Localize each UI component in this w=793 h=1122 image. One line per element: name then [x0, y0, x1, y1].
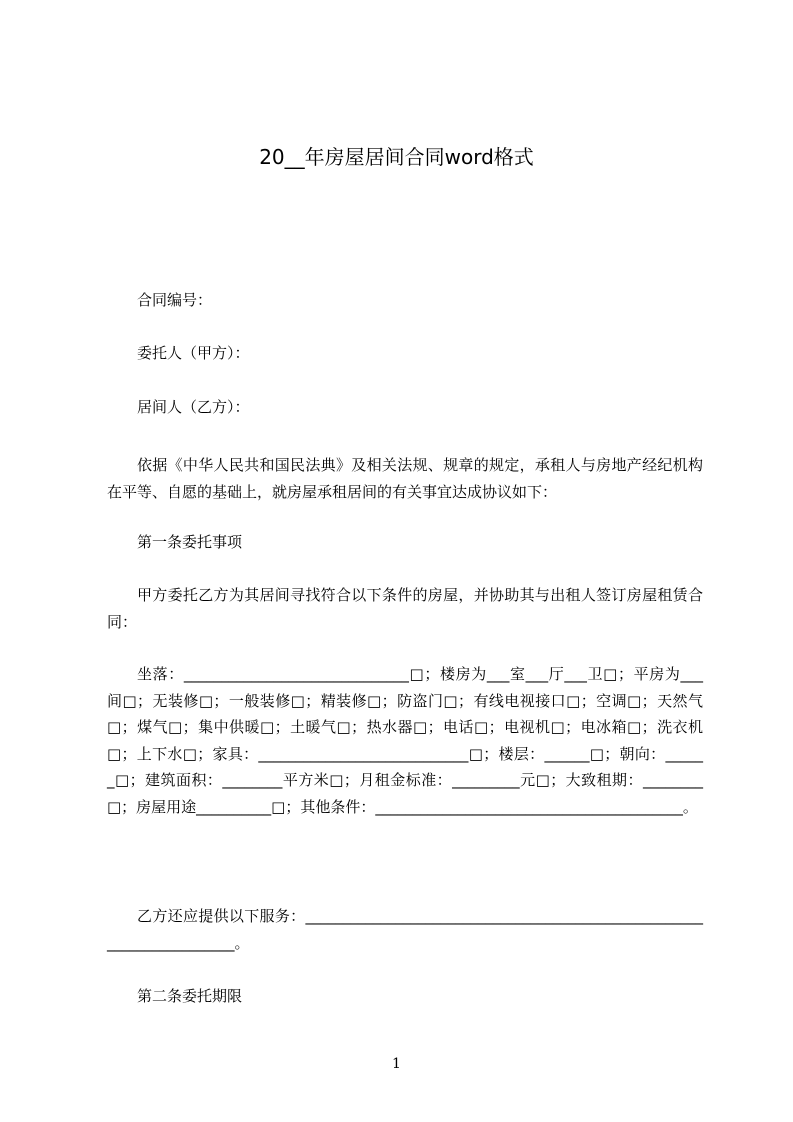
party-b-line: 居间人（乙方）： — [137, 398, 250, 416]
intro-paragraph: 依据《中华人民共和国民法典》及相关法规、规章的规定，承租人与房地产经纪机构在平等、自愿的基础上，就房屋承租居间的有关事宜达成协议如下： — [107, 456, 703, 501]
article-1-body: 甲方委托乙方为其居间寻找符合以下条件的房屋，并协助其与出租人签订房屋租赁合同： — [107, 586, 703, 631]
contract-number-line: 合同编号： — [137, 291, 213, 309]
services-paragraph: 乙方还应提供以下服务：______________________________________________________________________。 — [107, 907, 703, 952]
page-number: 1 — [392, 1056, 401, 1072]
article-1-title: 第一条委托事项 — [137, 533, 243, 551]
property-conditions-paragraph: 坐落：______________________________□；楼房为___室___厅___卫□；平房为___间□；无装修□；一般装修□；精装修□；防盗门□；有线电视接口□；空调□；天然气□；煤气□；集中供暖□；土暖气□；热水器□；电话□；电视机□；电冰箱□；洗衣机□；上下水□；家具：____________________________□；楼层：______□；朝向：______□；建筑面积：________平方米□；月租金标准：_________元□；大致租期：________□；房屋用途__________□；其他条件：_________________________________________。 — [107, 665, 703, 816]
article-2-title: 第二条委托期限 — [137, 987, 243, 1005]
document-title: 20__年房屋居间合同word格式 — [259, 145, 534, 169]
party-a-line: 委托人（甲方）： — [137, 344, 250, 362]
